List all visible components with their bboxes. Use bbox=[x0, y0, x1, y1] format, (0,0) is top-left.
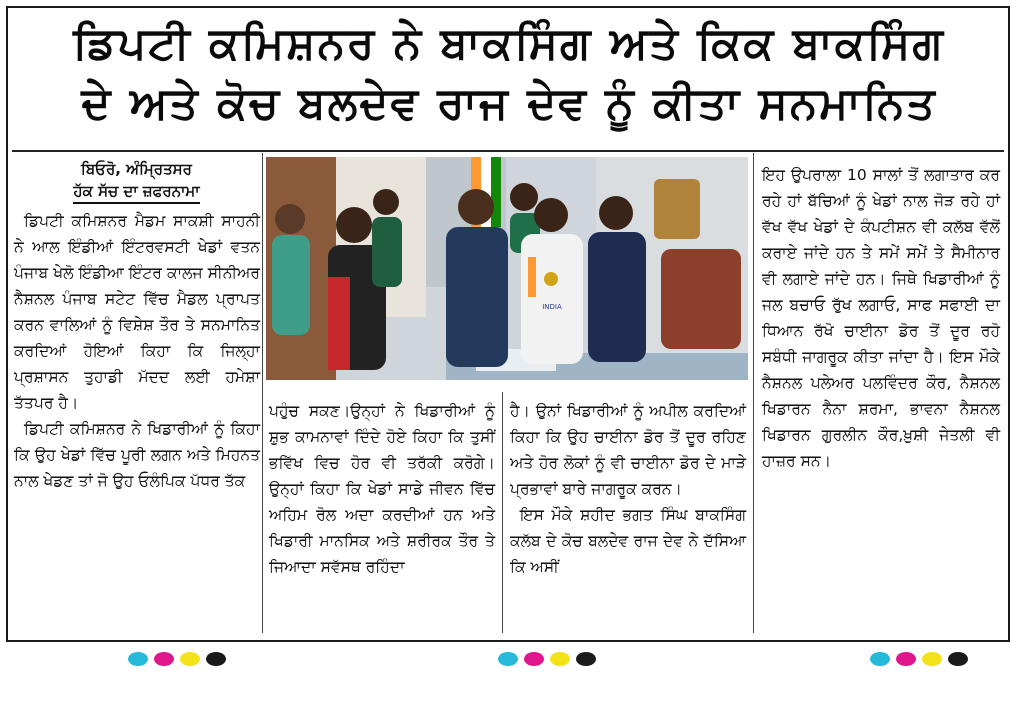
column-1-paragraph-1: ਡਿਪਟੀ ਕਮਿਸ਼ਨਰ ਮੈਡਮ ਸਾਕਸ਼ੀ ਸਾਹਨੀ ਨੇ ਆਲ ਇੰਡੀਆਂ ਇੰਟਰਵਸਟੀ ਖੇਡਾਂ ਵਤਨ ਪੰਜਾਬ ਖੇਲੋ ਇੰਡੀਆ ਇੰਟਰ ਕਾਲਜ ਸੀਨੀਅਰ ਨੈਸ਼ਨਲ ਪੰਜਾਬ ਸਟੇਟ ਵਿੱਚ ਮੈਡਲ ਪ੍ਰਾਪਤ ਕਰਨ ਵਾਲਿਆਂ ਨੂੰ ਵਿਸ਼ੇਸ਼ ਤੌਰ ਤੇ ਸਨਮਾਨਿਤ ਕਰਦਿਆਂ ਹੋਇਆਂ ਕਿਹਾ ਕਿ ਜਿਲ੍ਹਾ ਪ੍ਰਸ਼ਾਸਨ ਤੁਹਾਡੀ ਮੱਦਦ ਲਈ ਹਮੇਸ਼ਾ ਤੱਤਪਰ ਹੈ। bbox=[14, 212, 260, 412]
column-divider-3 bbox=[753, 153, 754, 633]
column-4-paragraph-1: ਇਹ ਉਪਰਾਲਾ 10 ਸਾਲਾਂ ਤੋਂ ਲਗਾਤਾਰ ਕਰ ਰਹੇ ਹਾਂ ਬੱਚਿਆਂ ਨੂੰ ਖੇਡਾਂ ਨਾਲ ਜੋੜ ਰਹੇ ਹਾਂ ਵੱਖ ਵੱਖ ਖੇਡਾਂ ਦੇ ਕੰਪਟੀਸ਼ਨ ਵੀ ਕਲੱਬ ਵੱਲੋਂ ਕਰਾਏ ਜਾਂਦੇ ਹਨ ਤੇ ਸਮੇਂ ਸਮੇਂ ਤੇ ਸੈਮੀਨਾਰ ਵੀ ਲਗਾਏ ਜਾਂਦੇ ਹਨ। ਜਿਥੇ ਖਿਡਾਰੀਆਂ ਨੂੰ ਜਲ ਬਚਾਓ ਰੁੱਖ ਲਗਾਓ, ਸਾਫ ਸਫਾਈ ਦਾ ਧਿਆਨ ਰੱਖੋ ਚਾਈਨਾ ਡੋਰ ਤੋਂ ਦੂਰ ਰਹੋ ਸਬੰਧੀ ਜਾਗਰੂਕ ਕੀਤਾ ਜਾਂਦਾ ਹੈ। ਇਸ ਮੌਕੇ ਨੈਸ਼ਨਲ ਪਲੇਅਰ ਪਲਵਿੰਦਰ ਕੌਰ, ਨੈਸ਼ਨਲ ਖਿਡਾਰਨ ਨੈਨਾ ਸ਼ਰਮਾ, ਭਾਵਨਾ ਨੈਸ਼ਨਲ ਖਿਡਾਰਨ ਗੁਰਲੀਨ ਕੌਰ,ਖ਼ੁਸ਼ੀ ਜੇਤਲੀ ਵੀ ਹਾਜ਼ਰ ਸਨ। bbox=[762, 166, 1000, 470]
column-3-paragraph-2: ਇਸ ਮੌਕੇ ਸ਼ਹੀਦ ਭਗਤ ਸਿੰਘ ਬਾਕਸਿੰਗ ਕਲੱਬ ਦੇ ਕੋਚ ਬਲਦੇਵ ਰਾਜ ਦੇਵ ਨੇ ਦੱਸਿਆ ਕਿ ਅਸੀਂ bbox=[510, 506, 746, 576]
black-dot bbox=[206, 652, 226, 666]
headline-line-1: ਡਿਪਟੀ ਕਮਿਸ਼ਨਰ ਨੇ ਬਾਕਸਿੰਗ ਅਤੇ ਕਿਕ ਬਾਕਸਿੰਗ bbox=[73, 18, 945, 69]
registration-marks-left bbox=[128, 652, 226, 666]
magenta-dot bbox=[524, 652, 544, 666]
jersey-text: INDIA bbox=[542, 303, 562, 311]
column-divider-2 bbox=[502, 392, 503, 633]
column-3-paragraph-1: ਹੈ। ਉਨਾਂ ਖਿਡਾਰੀਆਂ ਨੂੰ ਅਪੀਲ ਕਰਦਿਆਂ ਕਿਹਾ ਕਿ ਉਹ ਚਾਈਨਾ ਡੋਰ ਤੋਂ ਦੂਰ ਰਹਿਣ ਅਤੇ ਹੋਰ ਲੋਕਾਂ ਨੂੰ ਵੀ ਚਾਈਨਾ ਡੋਰ ਦੇ ਮਾੜੇ ਪ੍ਰਭਾਵਾਂ ਬਾਰੇ ਜਾਗਰੂਕ ਕਰਨ। bbox=[510, 402, 746, 498]
black-dot bbox=[576, 652, 596, 666]
article-column-3 bbox=[510, 398, 746, 580]
headline-line-2: ਦੇ ਅਤੇ ਕੋਚ ਬਲਦੇਵ ਰਾਜ ਦੇਵ ਨੂੰ ਕੀਤਾ ਸਨਮਾਨਿਤ bbox=[81, 78, 937, 129]
byline bbox=[14, 158, 259, 204]
registration-marks-right bbox=[870, 652, 968, 666]
column-divider-1 bbox=[262, 153, 263, 633]
news-photo bbox=[266, 157, 748, 380]
yellow-dot bbox=[180, 652, 200, 666]
medal-icon bbox=[544, 272, 558, 286]
yellow-dot bbox=[922, 652, 942, 666]
cyan-dot bbox=[870, 652, 890, 666]
byline-bureau: ਬਿਓਰੋ, ਅੰਮ੍ਰਿਤਸਰ bbox=[81, 160, 192, 178]
yellow-dot bbox=[550, 652, 570, 666]
office-chair bbox=[661, 249, 741, 349]
article-column-1 bbox=[14, 208, 260, 494]
column-2-paragraph-1: ਪਹੁੰਚ ਸਕਣ।ਉਨ੍ਹਾਂ ਨੇ ਖਿਡਾਰੀਆਂ ਨੂੰ ਸ਼ੁਭ ਕਾਮਨਾਵਾਂ ਦਿੰਦੇ ਹੋਏ ਕਿਹਾ ਕਿ ਤੁਸੀਂ ਭਵਿੱਖ ਵਿਚ ਹੋਰ ਵੀ ਤਰੱਕੀ ਕਰੋਗੇ।ਉਨ੍ਹਾਂ ਕਿਹਾ ਕਿ ਖੇਡਾਂ ਸਾਡੇ ਜੀਵਨ ਵਿੱਚ ਅਹਿਮ ਰੋਲ ਅਦਾ ਕਰਦੀਆਂ ਹਨ ਅਤੇ ਖਿਡਾਰੀ ਮਾਨਸਿਕ ਅਤੇ ਸ਼ਰੀਰਕ ਤੌਰ ਤੇ ਜਿਆਦਾ ਸਵੱਸਥ ਰਹਿੰਦਾ bbox=[269, 402, 495, 576]
headline bbox=[14, 14, 1004, 134]
article-column-2 bbox=[269, 398, 495, 580]
registration-marks-center bbox=[498, 652, 596, 666]
headline-divider bbox=[12, 150, 1004, 152]
cyan-dot bbox=[128, 652, 148, 666]
ceremony-photo-illustration bbox=[266, 157, 748, 380]
magenta-dot bbox=[896, 652, 916, 666]
byline-paper-name: ਹੱਕ ਸੱਚ ਦਾ ਜ਼ਫਰਨਾਮਾ bbox=[73, 180, 199, 204]
cyan-dot bbox=[498, 652, 518, 666]
person-3 bbox=[372, 189, 402, 287]
magenta-dot bbox=[154, 652, 174, 666]
article-column-4 bbox=[762, 162, 1000, 474]
black-dot bbox=[948, 652, 968, 666]
emblem-icon bbox=[654, 179, 700, 239]
column-1-paragraph-2: ਡਿਪਟੀ ਕਮਿਸ਼ਨਰ ਨੇ ਖਿਡਾਰੀਆਂ ਨੂੰ ਕਿਹਾ ਕਿ ਉਹ ਖੇਡਾਂ ਵਿੱਚ ਪੂਰੀ ਲਗਨ ਅਤੇ ਮਿਹਨਤ ਨਾਲ ਖੇਡਣ ਤਾਂ ਜੋ ਉਹ ਓਲੰਪਿਕ ਪੱਧਰ ਤੱਕ bbox=[14, 420, 260, 490]
